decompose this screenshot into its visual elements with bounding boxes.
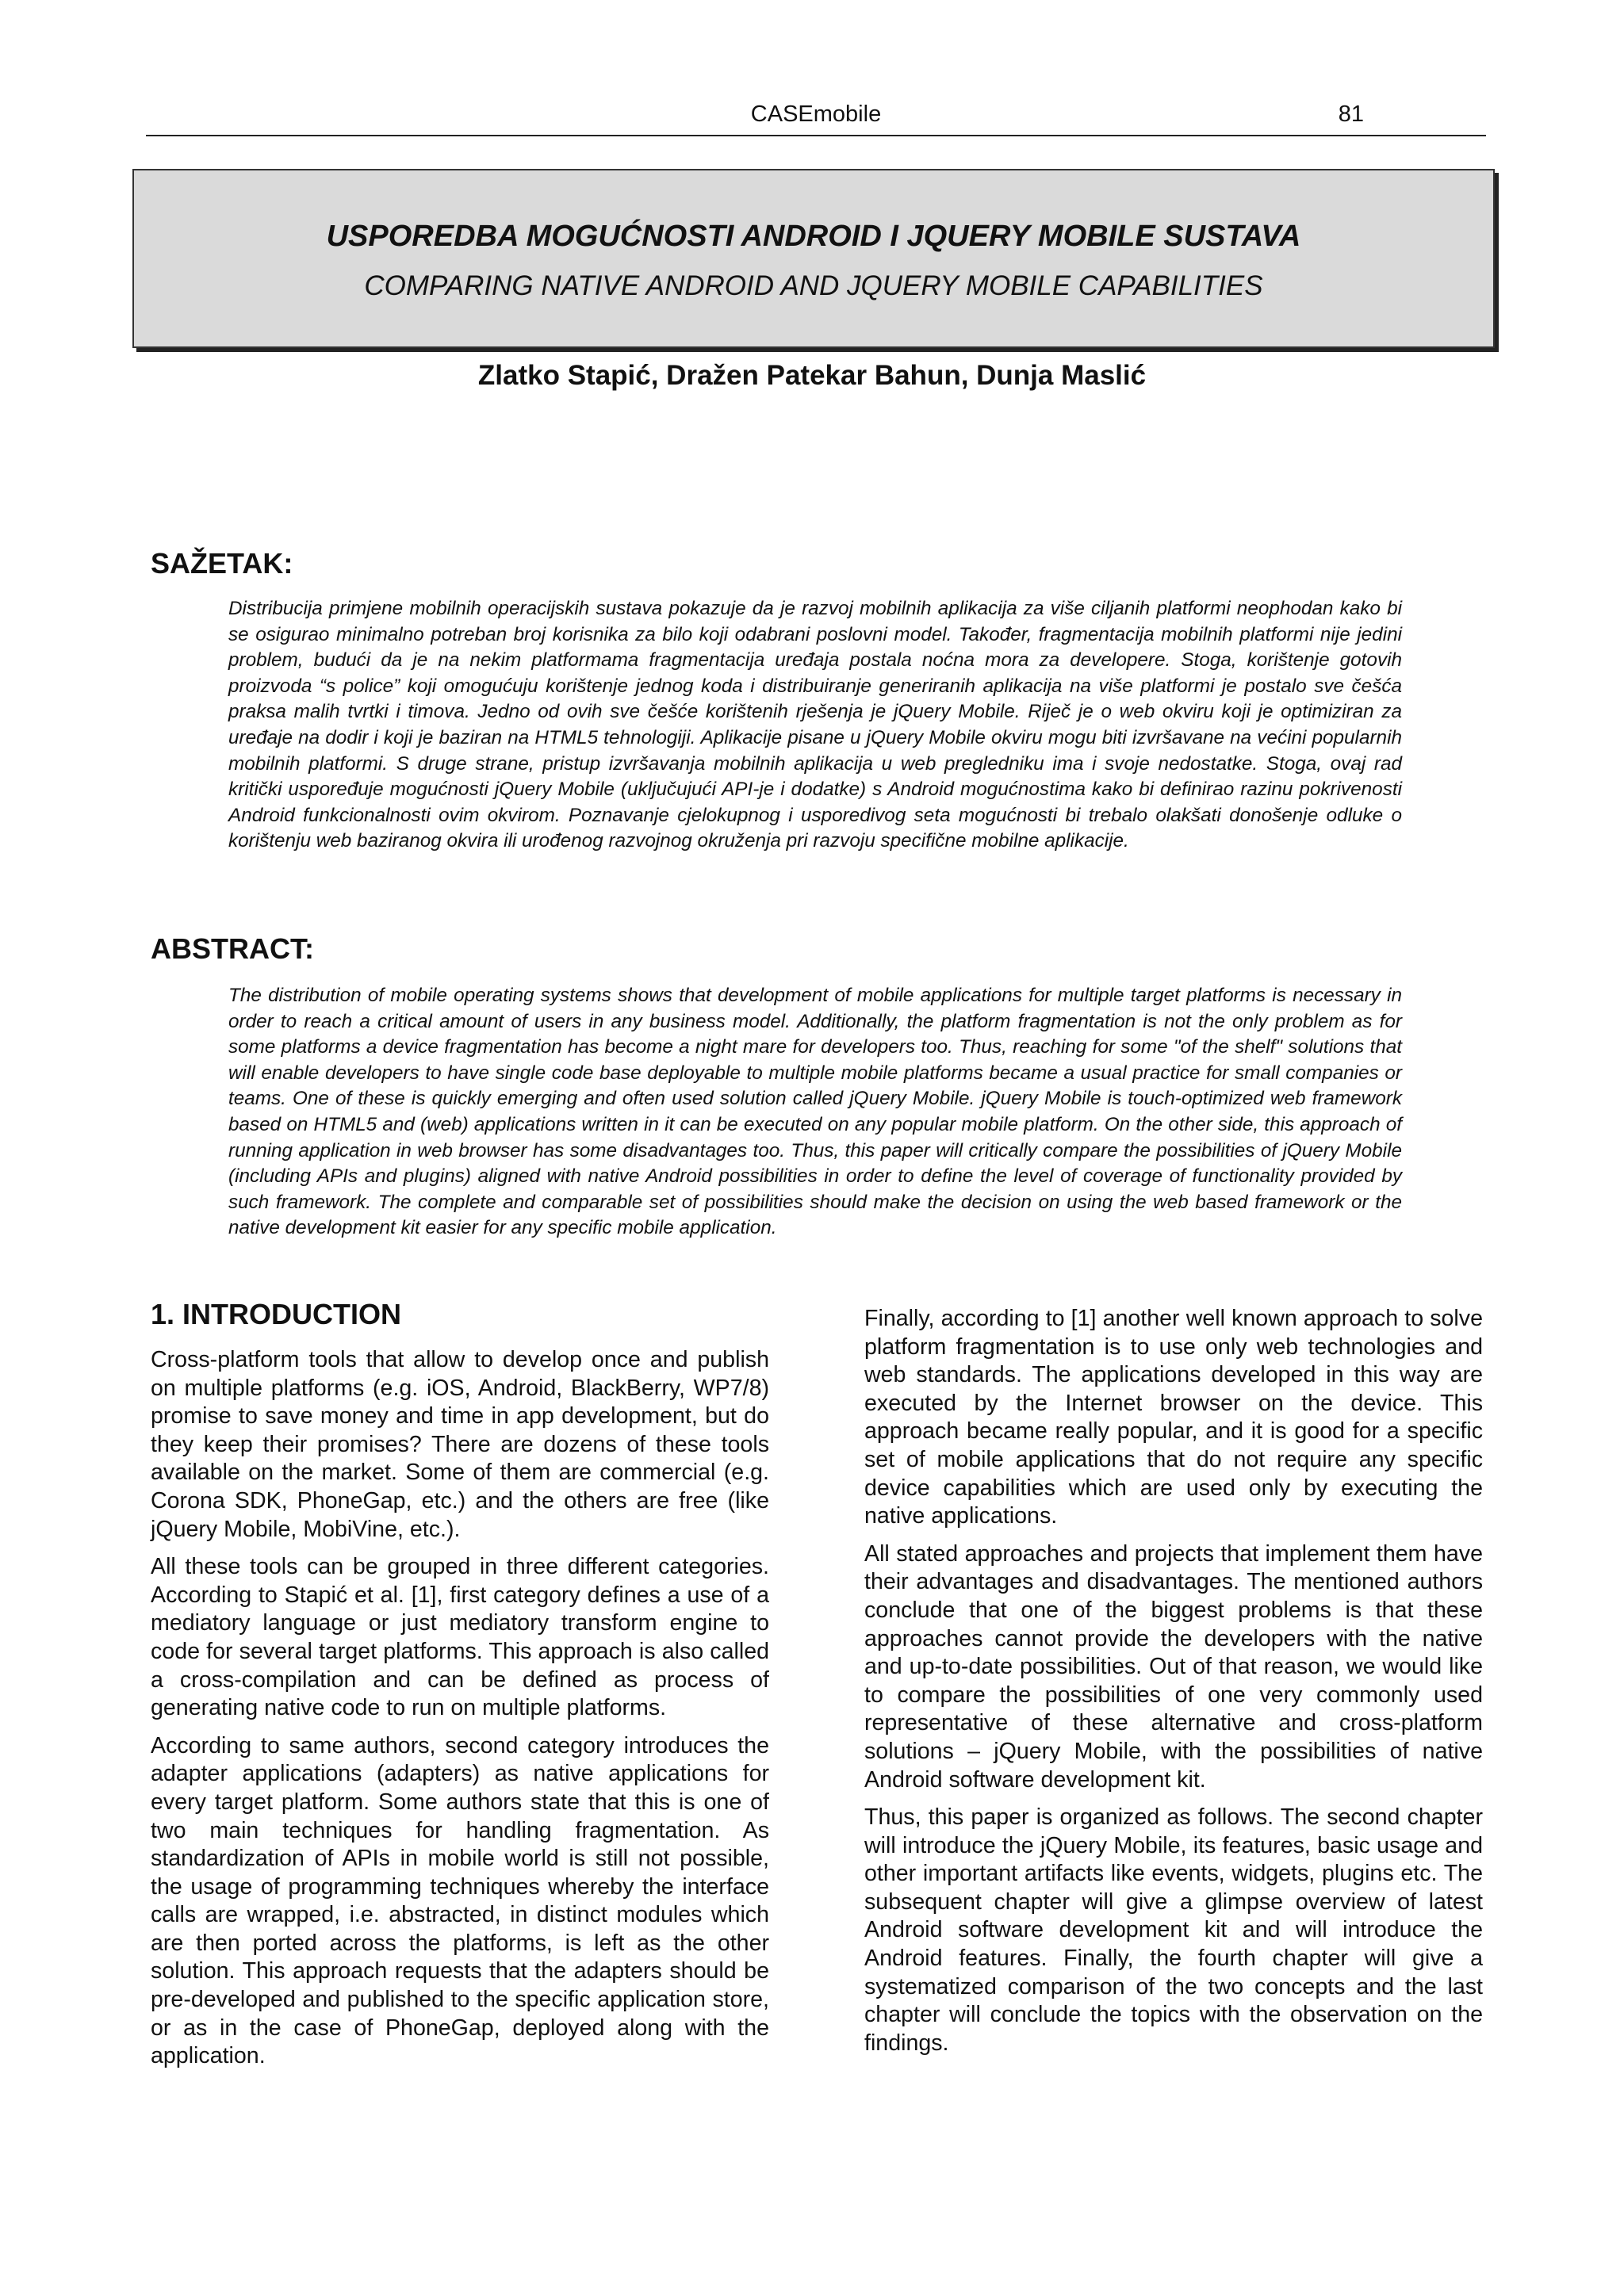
intro-paragraph-2: All these tools can be grouped in three different categories. According to Stapić et al. [1], first category defines a use of a mediatory language or just mediatory transform engine to code for several target platforms. This approach is also called a cross-compilation and can be defined as process of generating native code to run on multiple platforms.	[151, 1554, 769, 1721]
abstract-heading: ABSTRACT:	[151, 932, 314, 965]
introduction-heading: 1. INTRODUCTION	[151, 1298, 402, 1330]
left-column	[151, 1297, 769, 2080]
intro-paragraph-3: According to same authors, second category introduces the adapter applications (adapters) as native applications for every target platform. Some authors state that this is one of two main techniques for handling fragmentation. As standardization of APIs in mobile world is still not possible, the usage of programming techniques whereby the interface calls are wrapped, i.e. abstracted, in distinct modules which are then ported across the platforms, is left as the other solution. This approach requests that the adapters should be pre-developed and published to the specific application store, or as in the case of PhoneGap, deployed along with the application.	[151, 1732, 769, 2069]
title-croatian: USPOREDBA MOGUĆNOSTI ANDROID I JQUERY MOBILE SUSTAVA	[326, 220, 1301, 253]
intro-paragraph-5: All stated approaches and projects that implement them have their advantages and disadvantages. The mentioned authors conclude that one of the biggest problems is that these approaches cannot provide the developers with the native and up-to-date possibilities. Out of that reason, we would like to compare the possibilities of one very commonly used representative of these alternative and cross-platform solutions – jQuery Mobile, with the possibilities of native Android software development kit.	[864, 1540, 1483, 1793]
authors: Zlatko Stapić, Dražen Patekar Bahun, Dunja Maslić	[477, 360, 1147, 391]
title-english: COMPARING NATIVE ANDROID AND JQUERY MOBILE CAPABILITIES	[364, 270, 1263, 301]
page-number: 81	[1338, 101, 1364, 127]
sazetak-text: Distribucija primjene mobilnih operacijskih sustava pokazuje da je razvoj mobilnih aplikacija za više ciljanih platformi neophodan kako bi se osigurao minimalno potreban broj korisnika za bilo koji odabrani poslovni model. Također, fragmentacija mobilnih platformi nije jedini problem, budući da je na nekim platformama fragmentacija uređaja postala noćna mora za developere. Stoga, korištenje gotovih proizvoda “s police” koji omogućuju korištenje jednog koda i distribuiranje generiranih aplikacija na više platformi je postalo sve češća praksa malih tvrtki i timova. Jedno od ovih sve češće korištenih rješenja je jQuery Mobile. Riječ je o web okviru koji je optimiziran za uređaje na dodir i koji je baziran na HTML5 tehnologiji. Aplikacije pisane u jQuery Mobile okviru mogu biti izvršavane na većini popularnih mobilnih platformi. S druge strane, pristup izvršavanja mobilnih aplikacija u web pregledniku ima i svoje nedostatke. Stoga, ovaj rad kritički uspoređuje mogućnosti jQuery Mobile (uključujući API-je i dodatke) s Android mogućnostima kako bi definirao razinu pokrivenosti Android funkcionalnosti ovim okvirom. Poznavanje cjelokupnog i usporedivog seta mogućnosti bi trebalo olakšati donošenje odluke o korištenju web baziranog okvira ili urođenog razvojnog okruženja pri razvoju specifične mobilne aplikacije.	[228, 598, 1402, 852]
intro-paragraph-4: Finally, according to [1] another well known approach to solve platform fragmentation is to use only web technologies and web standards. The applications developed in this way are executed by the Internet browser on the device. This approach became really popular, and it is good for a specific set of mobile applications that do not require any specific device capabilities which are used only by executing the native applications.	[864, 1306, 1483, 1529]
intro-paragraph-1: Cross-platform tools that allow to develop once and publish on multiple platforms (e.g. iOS, Android, BlackBerry, WP7/8) promise to save money and time in app development, but do they keep their promises? There are dozens of these tools available on the market. Some of them are commercial (e.g. Corona SDK, PhoneGap, etc.) and the others are free (like jQuery Mobile, MobiVine, etc.).	[151, 1347, 769, 1542]
running-header	[146, 97, 1486, 136]
journal-name: CASEmobile	[750, 101, 882, 127]
right-column	[864, 1305, 1483, 2067]
title-box	[132, 169, 1495, 348]
abstract-text: The distribution of mobile operating systems shows that development of mobile applications for multiple target platforms is necessary in order to reach a critical amount of users in any business model. Additionally, the platform fragmentation is not the only problem as for some platforms a device fragmentation has become a night mare for developers too. Thus, reaching for some "of the shelf" solutions that will enable developers to have single code base deployable to multiple mobile platforms became a usual practice for small companies or teams. One of these is quickly emerging and often used solution called jQuery Mobile. jQuery Mobile is touch-optimized web framework based on HTML5 and (web) applications written in it can be executed on any popular mobile platform. On the other side, this approach of running application in web browser has some disadvantages too. Thus, this paper will critically compare the possibilities of jQuery Mobile (including APIs and plugins) aligned with native Android possibilities in order to define the level of coverage of functionality provided by such framework. The complete and comparable set of possibilities should make the decision on using the web based framework or the native development kit easier for any specific mobile application.	[228, 985, 1402, 1239]
intro-paragraph-6: Thus, this paper is organized as follows. The second chapter will introduce the jQuery Mobile, its features, basic usage and other important artifacts like events, widgets, plugins etc. The subsequent chapter will give a glimpse overview of latest Android software development kit and will introduce the Android features. Finally, the fourth chapter will give a systematized comparison of the two concepts and the last chapter will conclude the topics with the observation on the findings.	[864, 1804, 1483, 2056]
sazetak-heading: SAŽETAK:	[151, 547, 293, 580]
